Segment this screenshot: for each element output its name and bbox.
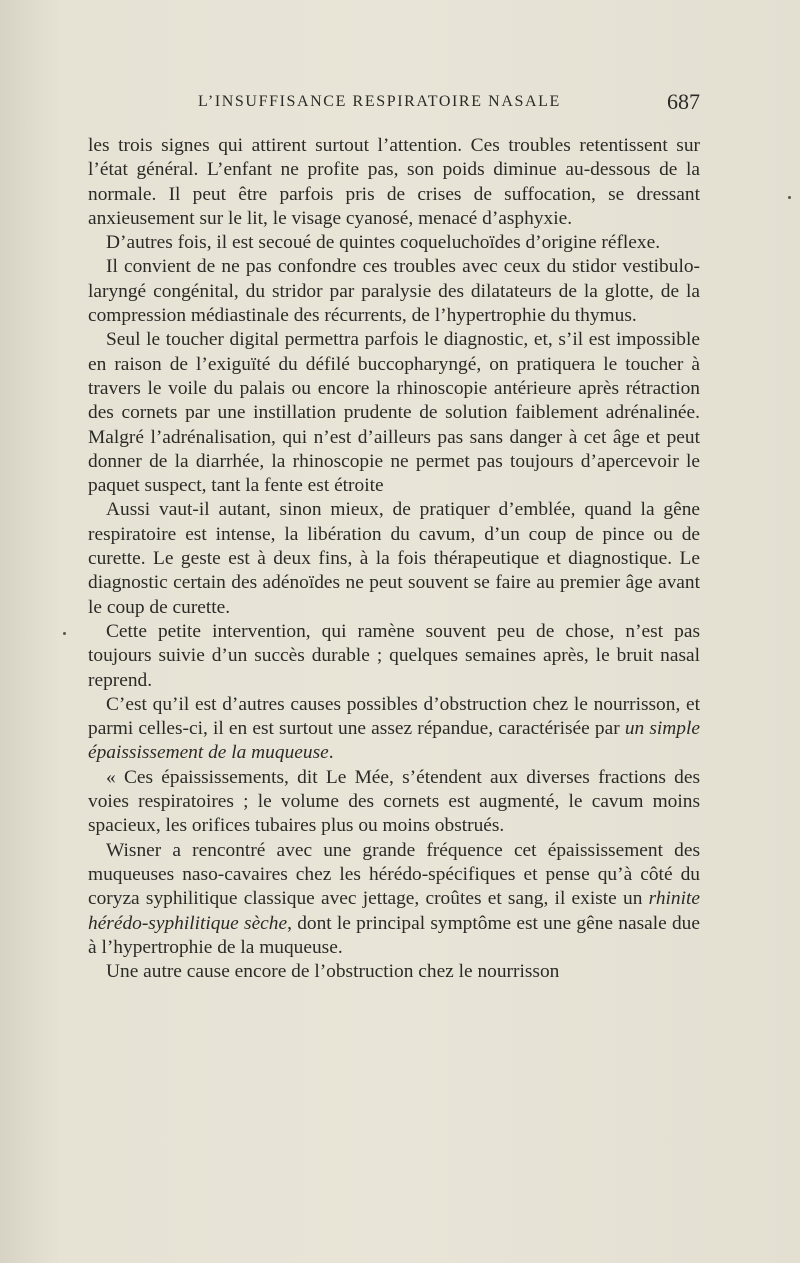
page-number: 687 xyxy=(667,89,700,114)
page-header xyxy=(88,89,700,121)
paragraph: Il convient de ne pas confondre ces troubles avec ceux du stidor vestibulo-laryngé congénital, du stridor par paralysie des dilatateurs de la glotte, de la compression médiastinale des récurrents, de l’hypertrophie du thymus. xyxy=(88,256,700,327)
italic-phrase: un simple épaississement de la muqueuse xyxy=(88,718,700,764)
paragraph-text: Wisner a rencontré avec une grande fréquence cet épaississement des muqueuses naso-cavaires chez les hérédo-spécifiques et pense qu’à côté du coryza syphilitique classique avec jettage, croûtes et sang, il existe un xyxy=(88,839,700,910)
paragraph: Seul le toucher digital permettra parfois le diagnostic, et, s’il est impossible en raison de l’exiguïté du défilé buccopharyngé, on pratiquera le toucher à travers le voile du palais ou encore la rhinoscopie antérieure après rétraction des cornets par une instillation prudente de solution faiblement adrénalinée. Malgré l’adrénalisation, qui n’est d’ailleurs pas sans danger à cet âge et peut donner de la diarrhée, la rhinoscopie ne permet pas toujours d’apercevoir le paquet suspect, tant la fente est étroite xyxy=(88,329,700,497)
paragraph: Une autre cause encore de l’obstruction chez le nourrisson xyxy=(106,961,560,983)
running-head: L’INSUFFISANCE RESPIRATOIRE NASALE xyxy=(198,93,561,110)
paragraph xyxy=(88,693,700,766)
paragraph: Cette petite intervention, qui ramène souvent peu de chose, n’est pas toujours suivie d’un succès durable ; quelques semaines après, le bruit nasal reprend. xyxy=(88,620,700,691)
paragraph: « Ces épaississements, dit Le Mée, s’étendent aux diverses fractions des voies respiratoires ; le volume des cornets est augmenté, le cavum moins spacieux, les orifices tubaires plus ou moins obstrués. xyxy=(88,766,700,837)
italic-phrase: rhinite hérédo-syphilitique sèche xyxy=(88,888,700,934)
paragraph-text: C’est qu’il est d’autres causes possibles d’obstruction chez le nourrisson, et parmi celles-ci, il en est surtout une assez répandue, caractérisée par xyxy=(88,693,700,740)
paragraph-text: , dont le principal symptôme est une gêne nasale due à l’hypertrophie de la muqueuse. xyxy=(88,912,700,958)
paragraph xyxy=(88,839,700,960)
print-speck xyxy=(788,196,791,199)
paragraph-text: . xyxy=(328,742,334,764)
paragraph: Aussi vaut-il autant, sinon mieux, de pratiquer d’emblée, quand la gêne respiratoire est intense, la libération du cavum, d’un coup de pince ou de curette. Le geste est à deux fins, à la fois thérapeutique et diagnostique. Le diagnostic certain des adénoïdes ne peut souvent se faire au premier âge avant le coup de curette. xyxy=(88,499,700,618)
paragraph: D’autres fois, il est secoué de quintes coqueluchoïdes d’origine réflexe. xyxy=(106,232,661,254)
body-text xyxy=(88,134,700,984)
print-speck xyxy=(63,632,66,635)
paragraph: les trois signes qui attirent surtout l’attention. Ces troubles retentissent sur l’état général. L’enfant ne profite pas, son poids diminue au-dessous de la normale. Il peut être parfois pris de crises de suffocation, se dressant anxieusement sur le lit, le visage cyanosé, menacé d’asphyxie. xyxy=(88,135,700,229)
